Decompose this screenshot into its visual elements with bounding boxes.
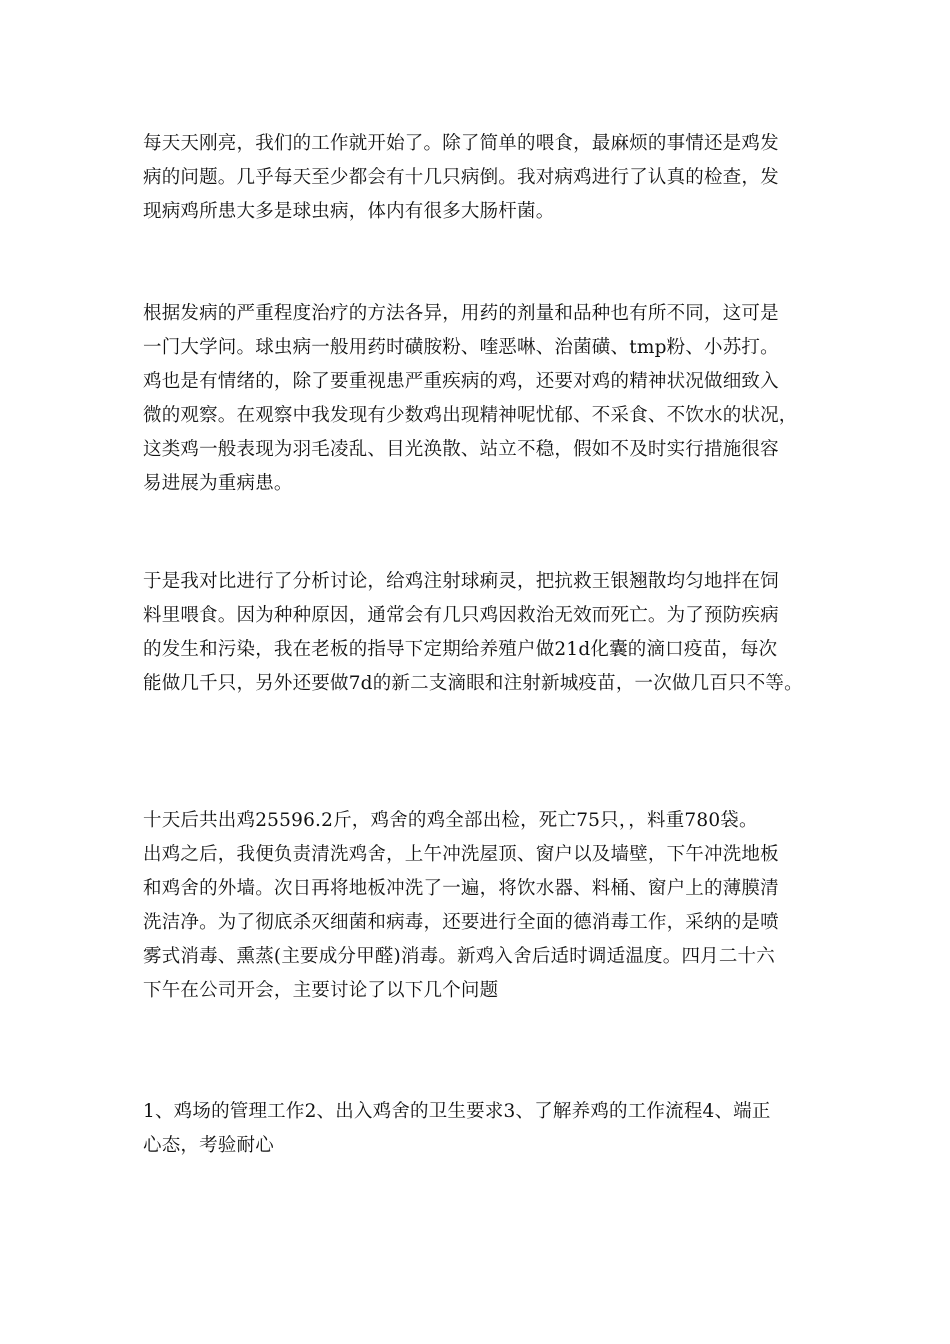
paragraph-shipment-cleaning: [143, 804, 823, 1008]
text-line: 这类鸡一般表现为羽毛凌乱、目光涣散、站立不稳，假如不及时实行措施很容: [143, 439, 779, 460]
paragraph-treatment: [143, 297, 823, 501]
text-line: 十天后共出鸡25596.2斤，鸡舍的鸡全部出检，死亡75只，，料重780袋。: [143, 810, 758, 831]
text-line: 鸡也是有情绪的，除了要重视患严重疾病的鸡，还要对鸡的精神状况做细致入: [143, 371, 779, 392]
text-line: 根据发病的严重程度治疗的方法各异，用药的剂量和品种也有所不同，这可是: [143, 303, 779, 324]
text-line: 现病鸡所患大多是球虫病，体内有很多大肠杆菌。: [143, 201, 555, 222]
text-line: 雾式消毒、熏蒸(主要成分甲醛)消毒。新鸡入舍后适时调适温度。四月二十六: [143, 946, 775, 967]
paragraph-vaccination: [143, 565, 823, 701]
text-line: 洗洁净。为了彻底杀灭细菌和病毒，还要进行全面的德消毒工作，采纳的是喷: [143, 912, 779, 933]
text-line: 于是我对比进行了分析讨论，给鸡注射球痢灵，把抗救王银翘散均匀地拌在饲: [143, 571, 779, 592]
paragraph-daily-work: [143, 127, 823, 229]
text-line: 一门大学问。球虫病一般用药时磺胺粉、喹恶啉、治菌磺、tmp粉、小苏打。: [143, 337, 779, 358]
text-line: 易进展为重病患。: [143, 473, 293, 494]
text-line: 料里喂食。因为种种原因，通常会有几只鸡因救治无效而死亡。为了预防疾病: [143, 605, 779, 626]
text-line: 出鸡之后，我便负责清洗鸡舍，上午冲洗屋顶、窗户以及墙壁，下午冲洗地板: [143, 844, 779, 865]
text-line: 和鸡舍的外墙。次日再将地板冲洗了一遍，将饮水器、料桶、窗户上的薄膜清: [143, 878, 779, 899]
text-line: 病的问题。几乎每天至少都会有十几只病倒。我对病鸡进行了认真的检查，发: [143, 167, 779, 188]
text-line: 微的观察。在观察中我发现有少数鸡出现精神呢忧郁、不采食、不饮水的状况，: [143, 405, 798, 426]
text-line: 每天天刚亮，我们的工作就开始了。除了简单的喂食，最麻烦的事情还是鸡发: [143, 133, 779, 154]
text-line: 心态，考验耐心: [143, 1135, 274, 1156]
text-line: 的发生和污染，我在老板的指导下定期给养殖户做21d化囊的滴口疫苗，每次: [143, 639, 778, 660]
text-line: 能做几千只，另外还要做7d的新二支滴眼和注射新城疫苗，一次做几百只不等。: [143, 673, 803, 694]
paragraph-meeting-topics: [143, 1095, 823, 1163]
text-line: 1、鸡场的管理工作2、出入鸡舍的卫生要求3、了解养鸡的工作流程4、端正: [143, 1101, 771, 1122]
text-line: 下午在公司开会，主要讨论了以下几个问题: [143, 980, 499, 1001]
